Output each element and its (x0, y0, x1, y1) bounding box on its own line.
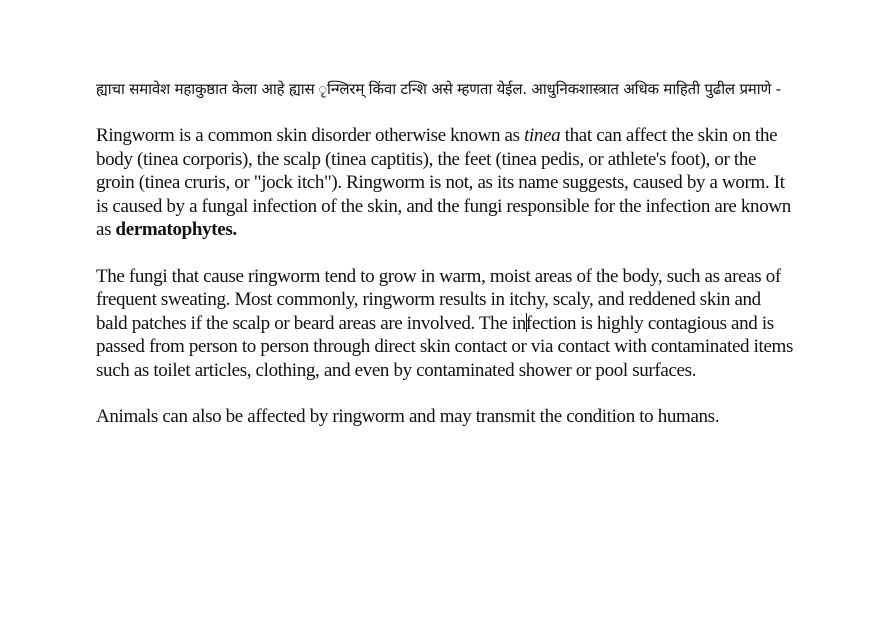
animals-paragraph: Animals can also be affected by ringworm and may transmit the condition to humans. (96, 406, 720, 427)
ringworm-definition-paragraph (96, 124, 796, 242)
dermatophytes-term: dermatophytes. (115, 219, 237, 240)
marathi-intro-paragraph: ह्याचा समावेश महाकुष्ठात केला आहे ह्यास ृन्ग्लिरम् किंवा टन्शि असे म्हणता येईल. आधुनिकशास्त्रात अधिक माहिती पुढील प्रमाणे - (96, 80, 781, 98)
p2-text-a: The fungi that cause ringworm tend to grow in warm, moist areas of the body, such as areas of frequent sweating. Most commonly, ringworm results in itchy, scaly, and reddened skin and bald patches if the scalp or beard areas are involved. The in (96, 265, 781, 334)
p1-text-b: that can affect the skin on the body (tinea corporis), the scalp (tinea captitis), the feet (tinea pedis, or athlete's foot), or the groin (tinea cruris, or "jock itch"). Ringworm is not, as its name suggests, caused by a worm. It is caused by a fungal infection of the skin, and the fungi responsible for the infection are known as (96, 125, 791, 240)
tinea-term: tinea (524, 125, 561, 146)
p2-text-b: fection is highly contagious and is passed from person to person through direct skin contact or via contact with contaminated items such as toilet articles, clothing, and even by contaminated shower or pool surfaces. (96, 312, 793, 381)
p1-text-a: Ringworm is a common skin disorder otherwise known as (96, 125, 525, 146)
fungi-growth-paragraph (96, 265, 796, 383)
document-body[interactable] (96, 77, 796, 452)
